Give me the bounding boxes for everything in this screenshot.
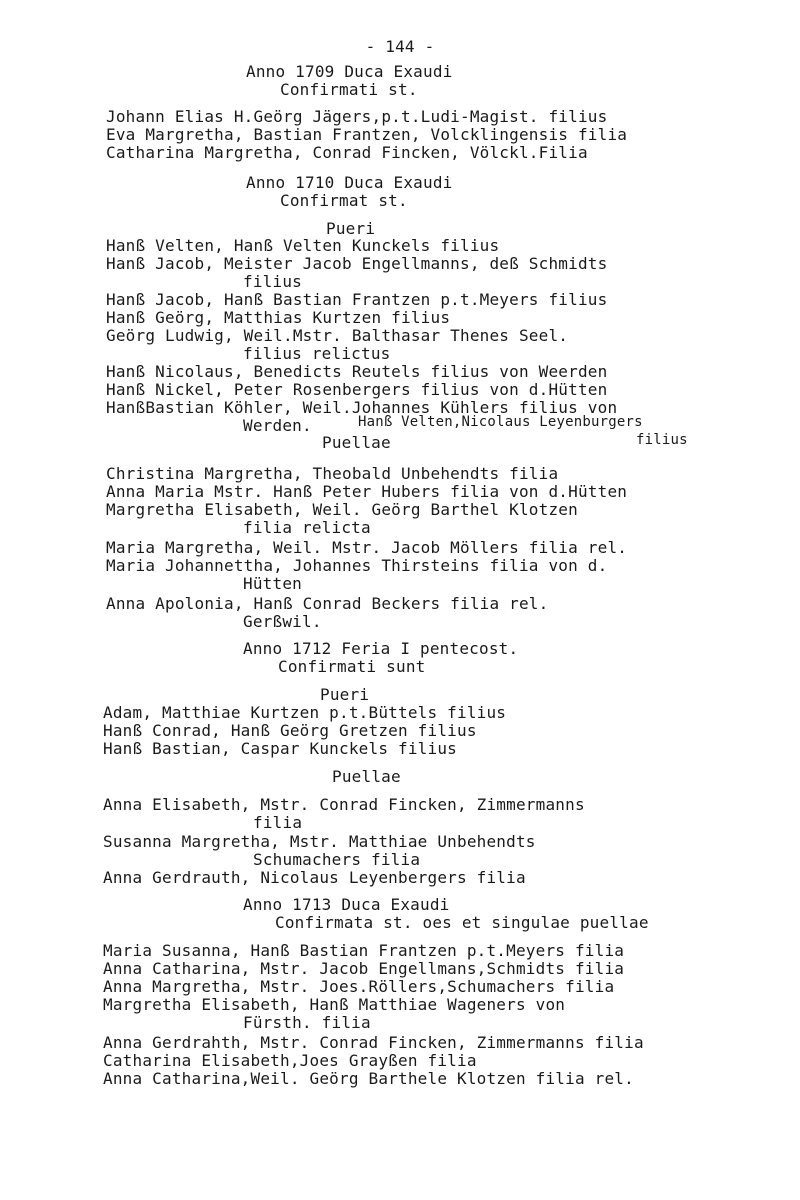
entry-line: Catharina Margretha, Conrad Fincken, Völckl.Filia [106,143,588,162]
entry-line: Anna Elisabeth, Mstr. Conrad Fincken, Zimmermanns [103,795,585,814]
year-heading-1712: Anno 1712 Feria I pentecost. [243,639,519,658]
entry-line: Hanß Velten, Hanß Velten Kunckels filius [106,236,500,255]
entry-continuation: Gerßwil. [243,612,322,631]
entry-line: Margretha Elisabeth, Weil. Geörg Barthel Klotzen [106,500,578,519]
entry-line: Maria Johannettha, Johannes Thirsteins filia von d. [106,556,608,575]
entry-continuation: filius relictus [243,344,391,363]
marginal-insertion: filius [636,432,688,448]
entry-line: HanßBastian Köhler, Weil.Johannes Kühlers filius von [106,398,618,417]
entry-line: Hanß Bastian, Caspar Kunckels filius [103,739,457,758]
entry-line: Hanß Jacob, Hanß Bastian Frantzen p.t.Meyers filius [106,290,608,309]
entry-line: Geörg Ludwig, Weil.Mstr. Balthasar Thenes Seel. [106,326,569,345]
entry-line: Margretha Elisabeth, Hanß Matthiae Wageners von [103,995,566,1014]
year-heading-1713: Anno 1713 Duca Exaudi [243,895,450,914]
entry-line: Anna Gerdrauth, Nicolaus Leyenbergers filia [103,868,526,887]
entry-line: Hanß Nickel, Peter Rosenbergers filius von d.Hütten [106,380,608,399]
entry-continuation: filius [243,272,302,291]
section-heading-pueri: Pueri [326,219,376,238]
entry-line: Maria Margretha, Weil. Mstr. Jacob Möllers filia rel. [106,538,628,557]
entry-line: Catharina Elisabeth,Joes Grayßen filia [103,1051,477,1070]
entry-line: Anna Margretha, Mstr. Joes.Röllers,Schumachers filia [103,977,615,996]
entry-line: Anna Catharina, Mstr. Jacob Engellmans,Schmidts filia [103,959,625,978]
section-heading-puellae: Puellae [322,433,391,452]
section-heading-pueri: Pueri [320,685,370,704]
entry-line: Anna Gerdrahth, Mstr. Conrad Fincken, Zimmermanns filia [103,1033,644,1052]
entry-line: Susanna Margretha, Mstr. Matthiae Unbehendts [103,832,536,851]
year-heading-1710: Anno 1710 Duca Exaudi [246,173,453,192]
entry-continuation: filia [253,813,303,832]
confirmation-heading: Confirmat st. [280,191,408,210]
entry-line: Maria Susanna, Hanß Bastian Frantzen p.t.Meyers filia [103,941,625,960]
entry-line: Anna Maria Mstr. Hanß Peter Hubers filia von d.Hütten [106,482,628,501]
entry-line: Johann Elias H.Geörg Jägers,p.t.Ludi-Magist. filius [106,107,608,126]
entry-line: Hanß Geörg, Matthias Kurtzen filius [106,308,451,327]
year-heading-1709: Anno 1709 Duca Exaudi [246,62,453,81]
marginal-insertion: Hanß Velten,Nicolaus Leyenburgers [358,414,643,430]
entry-continuation: Werden. [243,416,312,435]
entry-line: Anna Apolonia, Hanß Conrad Beckers filia rel. [106,594,549,613]
entry-line: Anna Catharina,Weil. Geörg Barthele Klotzen filia rel. [103,1069,634,1088]
confirmation-heading: Confirmati sunt [278,657,426,676]
entry-line: Christina Margretha, Theobald Unbehendts filia [106,464,559,483]
entry-continuation: Fürsth. filia [243,1013,371,1032]
entry-continuation: Hütten [243,574,302,593]
confirmation-heading: Confirmata st. oes et singulae puellae [275,913,649,932]
section-heading-puellae: Puellae [332,767,401,786]
confirmation-heading: Confirmati st. [280,80,418,99]
entry-line: Hanß Jacob, Meister Jacob Engellmanns, deß Schmidts [106,254,608,273]
entry-continuation: filia relicta [243,518,371,537]
entry-line: Hanß Nicolaus, Benedicts Reutels filius von Weerden [106,362,608,381]
page-number: - 144 - [365,37,435,56]
entry-line: Adam, Matthiae Kurtzen p.t.Büttels filius [103,703,507,722]
entry-line: Eva Margretha, Bastian Frantzen, Volcklingensis filia [106,125,628,144]
entry-continuation: Schumachers filia [253,850,421,869]
entry-line: Hanß Conrad, Hanß Geörg Gretzen filius [103,721,477,740]
